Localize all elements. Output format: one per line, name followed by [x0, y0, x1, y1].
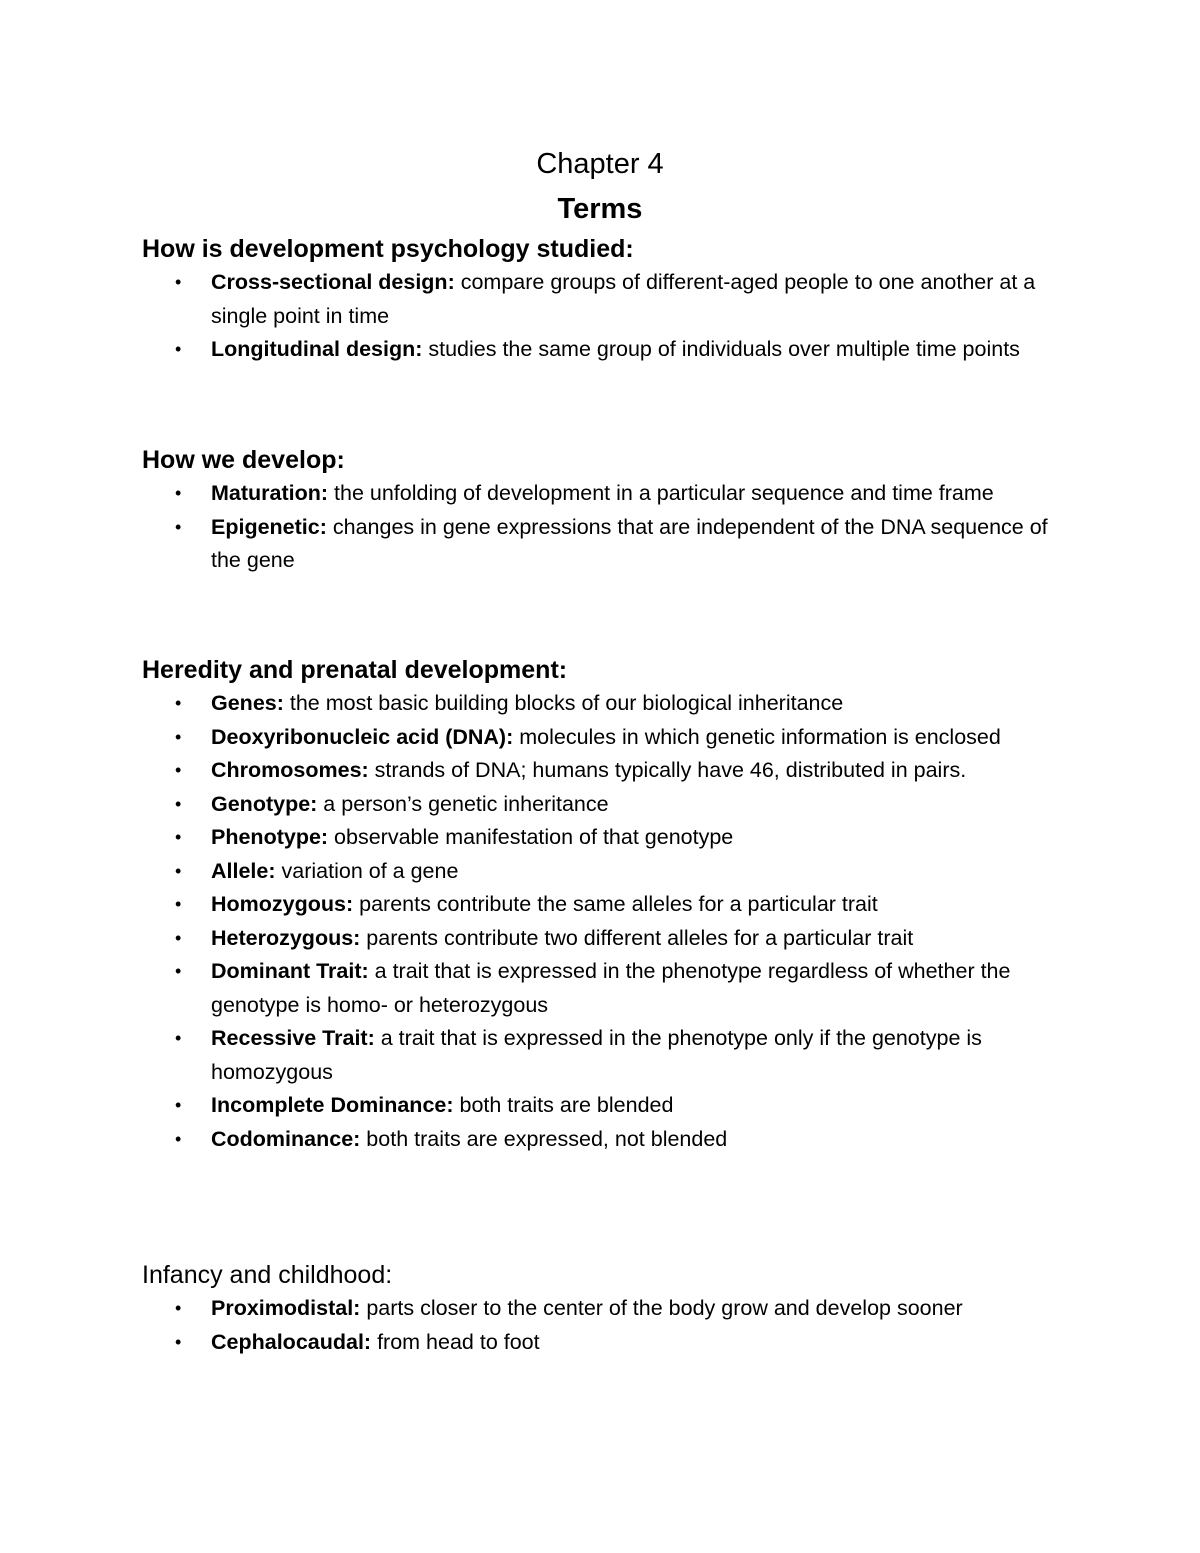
term-definition: changes in gene expressions that are independent of the DNA sequence of the gene [211, 514, 1048, 572]
bullet-icon: • [175, 272, 182, 292]
term-name: Genes: [211, 691, 284, 715]
term-definition: parents contribute the same alleles for a particular trait [353, 892, 878, 916]
bullet-icon: • [175, 516, 182, 537]
section-heading: How is development psychology studied: [142, 235, 634, 263]
term-definition: observable manifestation of that genotype [328, 825, 734, 849]
bullet-icon: • [175, 339, 182, 359]
bullet-icon: • [175, 927, 182, 948]
term-definition: parts closer to the center of the body grow and develop sooner [360, 1296, 963, 1320]
term-definition: both traits are blended [453, 1093, 674, 1117]
term-name: Maturation: [211, 481, 329, 505]
term-item [142, 477, 1056, 511]
section-heredity-prenatal [142, 653, 1102, 1156]
term-name: Genotype: [211, 791, 318, 816]
term-definition: parents contribute two different alleles for a particular trait [360, 925, 914, 950]
bullet-icon: • [175, 483, 182, 503]
term-item [142, 1022, 1056, 1089]
term-name: Incomplete Dominance: [211, 1093, 454, 1117]
term-item [142, 1123, 1056, 1157]
term-name: Longitudinal design: [211, 337, 423, 361]
term-name: Homozygous: [211, 892, 354, 916]
term-item [142, 511, 1056, 578]
bullet-icon: • [175, 1028, 182, 1048]
term-name: Proximodistal: [211, 1296, 361, 1320]
term-name: Cephalocaudal: [211, 1329, 372, 1354]
section-heading: Infancy and childhood: [142, 1261, 393, 1289]
bullet-icon: • [175, 1128, 182, 1149]
term-name: Allele: [211, 858, 276, 883]
term-definition: a trait that is expressed in the phenotype only if the genotype is homozygous [211, 1026, 982, 1084]
term-definition: strands of DNA; humans typically have 46, distributed in pairs. [368, 758, 967, 782]
section-infancy-childhood [142, 1258, 1102, 1359]
term-item [142, 1292, 1056, 1326]
bullet-icon: • [175, 1095, 182, 1115]
term-item [142, 1089, 1056, 1123]
term-item [142, 922, 1056, 956]
term-definition: molecules in which genetic information is enclosed [513, 724, 1001, 749]
term-item [142, 721, 1056, 755]
term-definition: variation of a gene [275, 858, 459, 883]
term-definition: the unfolding of development in a particular sequence and time frame [328, 481, 994, 505]
bullet-icon: • [175, 860, 182, 881]
term-item [142, 1326, 1056, 1360]
section-heading: How we develop: [142, 446, 345, 474]
section-heading: Heredity and prenatal development: [142, 656, 568, 684]
term-item [142, 888, 1056, 922]
term-list [142, 477, 1102, 578]
term-name: Epigenetic: [211, 514, 327, 539]
bullet-icon: • [175, 793, 182, 814]
term-item [142, 855, 1056, 889]
term-item [142, 754, 1056, 788]
term-item [142, 266, 1056, 333]
term-name: Recessive Trait: [211, 1026, 375, 1050]
bullet-icon: • [175, 726, 182, 747]
term-definition: the most basic building blocks of our biological inheritance [283, 691, 844, 715]
term-item [142, 333, 1056, 367]
bullet-icon: • [175, 894, 182, 914]
section-how-we-develop [142, 443, 1102, 578]
term-name: Chromosomes: [211, 758, 369, 782]
term-list [142, 266, 1102, 367]
term-name: Cross-sectional design: [211, 270, 455, 294]
term-name: Dominant Trait: [211, 959, 369, 983]
term-name: Phenotype: [211, 825, 329, 849]
bullet-icon: • [175, 961, 182, 981]
term-definition: from head to foot [371, 1329, 540, 1354]
term-definition: both traits are expressed, not blended [360, 1126, 728, 1151]
term-definition: compare groups of different-aged people to one another at a single point in time [211, 270, 1036, 328]
term-definition: a person’s genetic inheritance [317, 791, 609, 816]
chapter-title: Chapter 4 [536, 148, 664, 180]
terms-title: Terms [557, 193, 643, 225]
term-item [142, 788, 1056, 822]
term-item [142, 687, 1056, 721]
term-name: Heterozygous: [211, 925, 361, 950]
term-item [142, 955, 1056, 1022]
bullet-icon: • [175, 693, 182, 713]
term-list [142, 687, 1102, 1156]
term-list [142, 1292, 1102, 1359]
bullet-icon: • [175, 827, 182, 847]
bullet-icon: • [175, 1298, 182, 1318]
term-definition: a trait that is expressed in the phenotype regardless of whether the genotype is homo- or heterozygous [211, 959, 1011, 1017]
section-studying-development [142, 232, 1102, 367]
bullet-icon: • [175, 760, 182, 780]
term-definition: studies the same group of individuals over multiple time points [422, 337, 1020, 361]
term-name: Deoxyribonucleic acid (DNA): [211, 724, 514, 749]
term-name: Codominance: [211, 1126, 361, 1151]
term-item [142, 821, 1056, 855]
bullet-icon: • [175, 1331, 182, 1352]
